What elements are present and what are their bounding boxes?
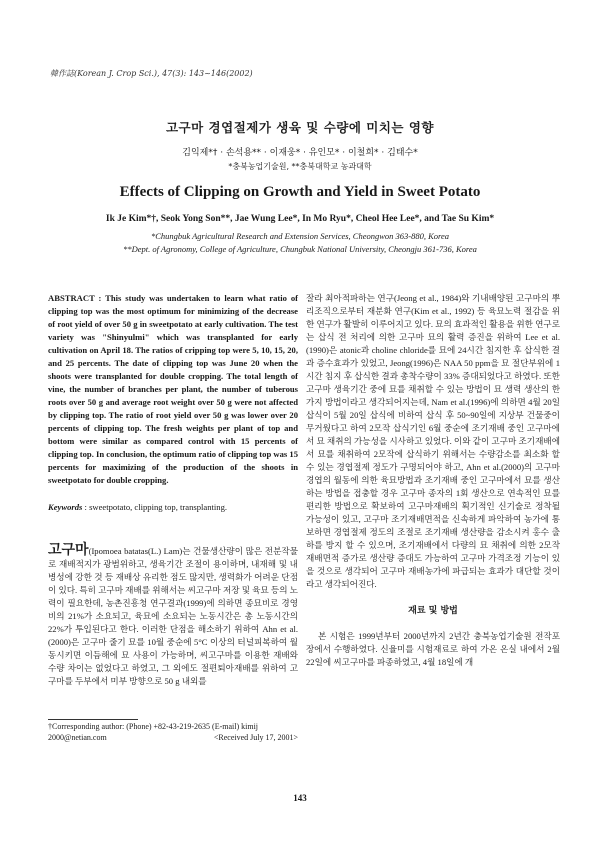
footnote-line-1: †Corresponding author: (Phone) +82-43-219-2635 (E-mail) kimij: [48, 722, 259, 731]
english-title: Effects of Clipping on Growth and Yield in Sweet Potato: [119, 184, 481, 200]
introduction-paragraph: [48, 544, 298, 688]
english-affiliations: [0, 230, 600, 256]
right-column: [306, 292, 560, 669]
abstract: [48, 292, 298, 487]
korean-authors: 김익제*† · 손석용** · 이재웅* · 유인모* · 이철희* · 김태수*: [182, 148, 418, 158]
keywords-label: Keywords: [48, 502, 83, 512]
footnote: [48, 721, 298, 743]
affiliation-1: *Chungbuk Agricultural Research and Extension Services, Cheongwon 363-880, Korea: [150, 231, 450, 241]
english-authors: Ik Je Kim*†, Seok Yong Son**, Jae Wung Lee*, In Mo Ryu*, Cheol Hee Lee*, and Tae Su Kim*: [105, 214, 495, 224]
received-date: <Received July 17, 2001>: [213, 733, 298, 742]
footnote-divider: [48, 719, 138, 720]
abstract-text: This study was undertaken to learn what ratio of clipping top was the most optimum for minimizing of the decrease of root yield of over 50 g in sweetpotato at early cultivation. The test variety was "Shinyulmi" which was transplanted for early cultivation on April 18. The ratios of cripping top were 5, 10, 15, 20, and 25 percents. The date of clipping top was June 20 when the shoots were transplanted for double cropping. The total length of vine, the number of branches per plant, the number of tuberous roots over 50 g and average root weight over 50 g were not affected by clipping top. The ratio of root yield over 50 g was lower over 20 percents of clipping top. The fresh weights per plant of top and bottom were similar as compared control with 15 percents of clipping top. In conclusion, the optimum ratio of clipping top was 15 percents for maximizing of the production of the shoots in sweetpotato for double cropping.: [48, 293, 299, 485]
intro-continued: 잘라 최아적파하는 연구(Jeong et al., 1984)와 기내배양된 고구마의 뿌리조직으로부터 재분화 연구(Kim et al., 1992) 등 육묘노력 절감을 위한 연구가 활발히 이루어지고 있다. 묘의 효과적인 활용을 위한 연구로는 삽식 전 처리에 의한 고구마 묘의 활력 증진을 위하여 Lee et al.(1990)은 atonic과 choline chloride를 묘에 24시간 침지한 후 삽식한 결과 증수효과가 있었고, Jeong(1996)은 NAA 50 ppm을 묘 절단부위에 1시간 침지 후 삽식한 결과 총착수량이 33% 증대되었다고 하였다. 또한 고구마 생육기간 중에 묘를 채취할 수 있는 방법이 묘 생력 생산의 한가지 방법이라고 생각되어지는데, Nam et al.(1996)에 의하면 4월 20일 삽식이 5월 20일 삽식에 비하여 삽식 후 50~90일에 지상부 건물중이 무거웠다고 하여 2모작 삽식기인 6월 중순에 조기재배 중인 고구마에서 묘 채취의 가능성을 시사하고 있었다. 이와 같이 고구마 조기재배에서 묘를 채취하여 2모작에 삽식하기 위해서는 수량감소를 최소화 할 수 있는 경엽절제 정도가 구명되어야 하고, Ahn et al.(2000)의 고구마 경엽의 월동에 의한 육묘방법과 조기재배 중인 고구마에서 묘를 생산하는 방법을 접충할 경우 고구마 종자의 1회 생산으로 연속적인 묘를 편리한 방법으로 확보하여 고구마재배의 획기적인 신기술로 정착될 가능성이 있고, 고구마 조기재배면적을 신속하게 파악하여 농가에 통보하면 경엽절제 정도의 조절로 조기재배 생산량을 감소시켜 홍수 출하를 방지 할 수 있으며, 조기재배에서 다량의 묘 채취에 의한 2모작 재배면적 증가로 생산량 증대도 가능하여 고구마 가격조정 기능이 있을 것으로 생각되어 고구마 재배농가에 파급되는 효과가 대단할 것이라고 생각되어진다.: [306, 293, 560, 589]
methods-paragraph: 본 시험은 1999년부터 2000년까지 2년간 충북농업기술원 전작포장에서 수행하였다. 신율미를 시험재료로 하여 가온 온실 내에서 2월 22일에 씨고구마를 파종하였고, 4월 18일에 개: [306, 631, 560, 667]
keywords: [48, 501, 298, 514]
left-column: [48, 292, 298, 688]
intro-text: (Ipomoea batatas(L.) Lam)는 건물생산량이 많은 전분작물로 재배적지가 광범위하고, 생육기간 조절이 용이하며, 내재해 및 내병성에 강한 것 등 재배상 유리한 점도 많지만, 생력화가 어려운 단점이 있다. 특히 고구마 재배를 위해서는 씨고구마 저장 및 육묘 등의 노력이 필요한데, 농촌진흥청 연구결과(1999)에 의하면 종묘비로 경영비의 21%가 소요되고, 육묘에 소요되는 노동시간은 총 노동시간의 22%가 투입된다고 한다. 이러한 단점을 해소하기 위하여 Ahn et al.(2000)은 고구마 줄기 묘를 10월 중순에 5°C 이상의 터널피복하여 월동시키면 이듬해에 묘 사용이 가능하며, 씨고구마를 이용한 재배와 수량 차이는 없었다고 하였고, 그 외에도 절편퇴아재배를 위하여 고구마를 두부에서 미부 방향으로 50 g 내외를: [48, 546, 298, 686]
journal-header: 韓作誌(Korean J. Crop Sci.), 47(3): 143~146(2002): [50, 69, 253, 78]
page-number: 143: [293, 793, 307, 803]
abstract-label: ABSTRACT :: [48, 293, 102, 303]
korean-title: 고구마 경엽절제가 생육 및 수량에 미치는 영향: [165, 120, 435, 135]
intro-dropcap: 고구마: [48, 542, 89, 558]
section-heading-methods: 재료 및 방법: [408, 606, 458, 616]
footnote-email-cont: 2000@netian.com: [48, 733, 107, 742]
korean-affiliation: *충북농업기술원, **충북대학교 농과대학: [228, 162, 372, 171]
affiliation-2: **Dept. of Agronomy, College of Agriculture, Chungbuk National University, Cheongju 361-736, Korea: [123, 244, 477, 254]
keywords-text: : sweetpotato, clipping top, transplanting.: [84, 502, 228, 512]
